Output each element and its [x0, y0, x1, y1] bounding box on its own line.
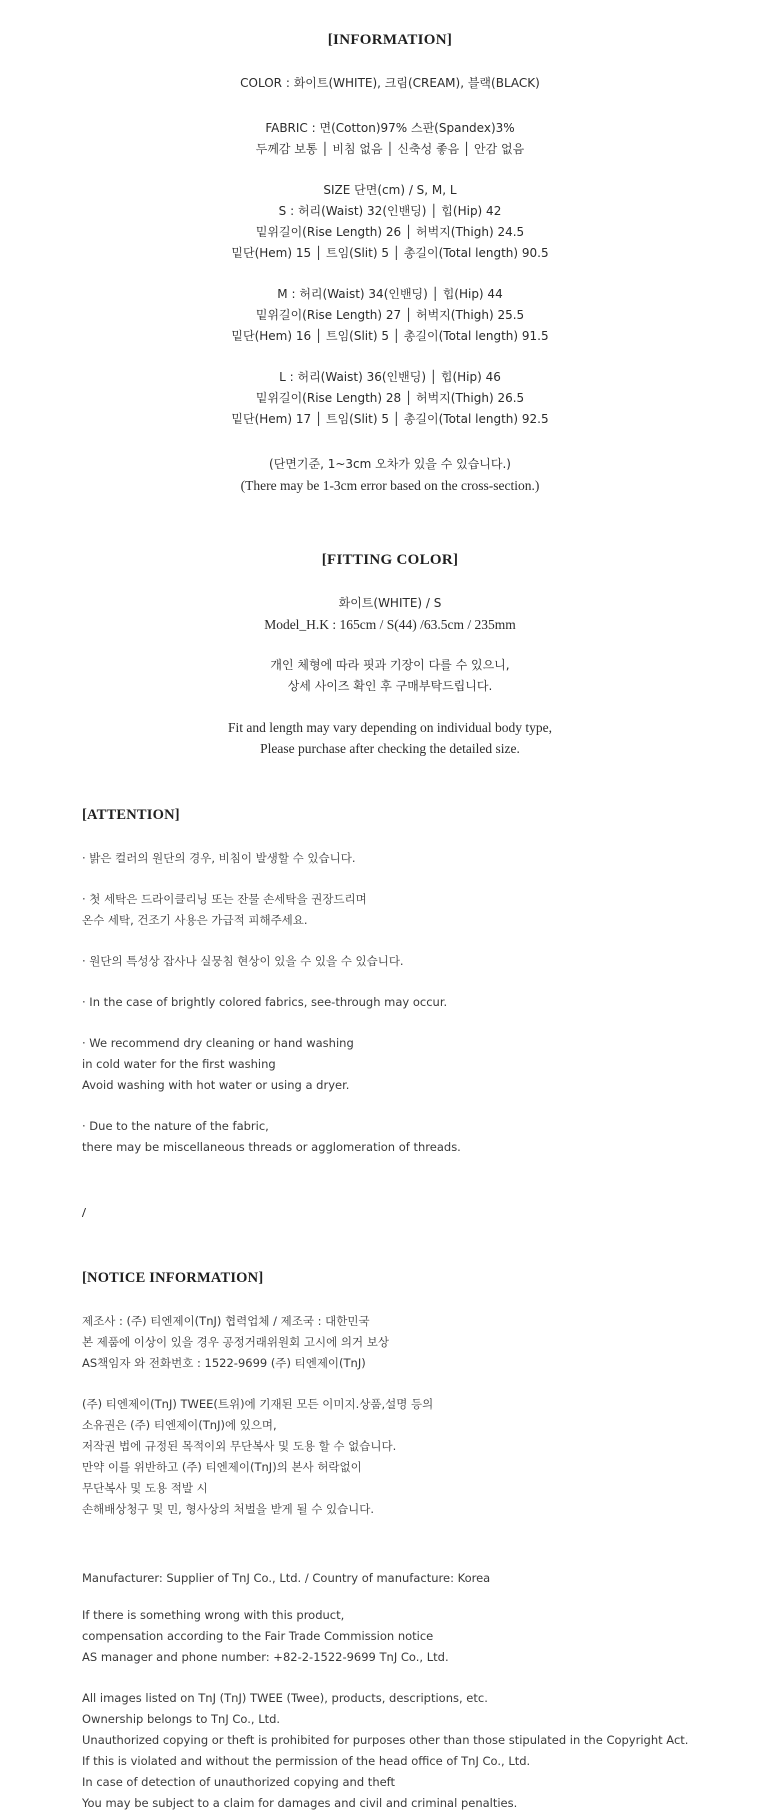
notice-english-6: Ownership belongs to TnJ Co., Ltd.: [82, 1712, 281, 1726]
section-divider-slash: /: [82, 1206, 86, 1221]
information-size-l-line2: 밑위길이(Rise Length) 28 │ 허벅지(Thigh) 26.5: [255, 391, 525, 405]
notice-korean-1: 제조사 : (주) 티엔제이(TnJ) 협력업체 / 제조국 : 대한민국: [82, 1314, 370, 1328]
information-color: COLOR : 화이트(WHITE), 크림(CREAM), 블랙(BLACK): [240, 76, 540, 90]
information-size-s-line2: 밑위길이(Rise Length) 26 │ 허벅지(Thigh) 24.5: [255, 225, 525, 239]
attention-english-2b: in cold water for the first washing: [82, 1057, 276, 1071]
fitting-color-section: [0, 552, 780, 759]
notice-english-4: AS manager and phone number: +82-2-1522-9699 TnJ Co., Ltd.: [82, 1650, 449, 1664]
product-detail-page: [0, 32, 780, 1810]
notice-korean-5: 소유권은 (주) 티엔제이(TnJ)에 있으며,: [82, 1418, 277, 1432]
fitting-note-korean-2: 상세 사이즈 확인 후 구매부탁드립니다.: [287, 679, 493, 693]
information-size-s-line1: S : 허리(Waist) 32(인밴딩) │ 힙(Hip) 42: [278, 204, 502, 218]
fitting-color-value: 화이트(WHITE) / S: [338, 596, 442, 610]
notice-english-10: You may be subject to a claim for damages and civil and criminal penalties.: [82, 1796, 518, 1810]
attention-korean-2a: · 첫 세탁은 드라이클리닝 또는 잔물 손세탁을 권장드리며: [82, 892, 367, 906]
information-note-korean: (단면기준, 1~3cm 오차가 있을 수 있습니다.): [269, 457, 511, 471]
notice-korean-8: 무단복사 및 도용 적발 시: [82, 1481, 208, 1495]
information-size-l-line3: 밑단(Hem) 17 │ 트임(Slit) 5 │ 총길이(Total length) 92.5: [231, 412, 549, 426]
notice-english-1: Manufacturer: Supplier of TnJ Co., Ltd. / Country of manufacture: Korea: [82, 1571, 491, 1585]
fitting-note-english-2: Please purchase after checking the detailed size.: [260, 741, 520, 756]
attention-korean-1: · 밝은 컬러의 원단의 경우, 비침이 발생할 수 있습니다.: [82, 851, 356, 865]
fitting-color-heading: [FITTING COLOR]: [321, 552, 459, 568]
fitting-note-korean-1: 개인 체형에 따라 핏과 기장이 다를 수 있으니,: [270, 658, 510, 672]
notice-english-2: If there is something wrong with this product,: [82, 1608, 345, 1622]
notice-english-9: In case of detection of unauthorized copying and theft: [82, 1775, 396, 1789]
attention-section: [0, 807, 780, 1222]
notice-korean-3: AS책임자 와 전화번호 : 1522-9699 (주) 티엔제이(TnJ): [82, 1356, 366, 1370]
information-size-title: SIZE 단면(cm) / S, M, L: [323, 183, 457, 197]
information-fabric-properties: 두께감 보통 │ 비침 없음 │ 신축성 좋음 │ 안감 없음: [255, 142, 525, 156]
notice-section: [0, 1270, 780, 1814]
information-heading: [INFORMATION]: [327, 32, 453, 48]
information-size-m-line2: 밑위길이(Rise Length) 27 │ 허벅지(Thigh) 25.5: [255, 308, 525, 322]
attention-heading: [ATTENTION]: [82, 807, 180, 823]
information-size-m-line3: 밑단(Hem) 16 │ 트임(Slit) 5 │ 총길이(Total length) 91.5: [231, 329, 549, 343]
notice-english-7: Unauthorized copying or theft is prohibited for purposes other than those stipulated in the Copyright Act.: [82, 1733, 689, 1747]
notice-korean-7: 만약 이를 위반하고 (주) 티엔제이(TnJ)의 본사 허락없이: [82, 1460, 362, 1474]
fitting-note-english-1: Fit and length may vary depending on individual body type,: [228, 720, 552, 735]
attention-korean-3: · 원단의 특성상 잡사나 실뭉침 현상이 있을 수 있을 수 있습니다.: [82, 954, 404, 968]
attention-korean-2b: 온수 세탁, 건조기 사용은 가급적 피해주세요.: [82, 913, 308, 927]
information-size-l-line1: L : 허리(Waist) 36(인밴딩) │ 힙(Hip) 46: [279, 370, 501, 384]
notice-english-5: All images listed on TnJ (TnJ) TWEE (Twee), products, descriptions, etc.: [82, 1691, 488, 1705]
attention-english-2c: Avoid washing with hot water or using a dryer.: [82, 1078, 350, 1092]
information-note-english: (There may be 1-3cm error based on the cross-section.): [240, 478, 540, 493]
notice-english-3: compensation according to the Fair Trade Commission notice: [82, 1629, 434, 1643]
information-size-m-line1: M : 허리(Waist) 34(인밴딩) │ 힙(Hip) 44: [277, 287, 503, 301]
notice-korean-2: 본 제품에 이상이 있을 경우 공정거래위원회 고시에 의거 보상: [82, 1335, 389, 1349]
notice-english-8: If this is violated and without the permission of the head office of TnJ Co., Ltd.: [82, 1754, 531, 1768]
attention-english-2a: · We recommend dry cleaning or hand washing: [82, 1036, 354, 1050]
notice-heading: [NOTICE INFORMATION]: [82, 1270, 264, 1286]
fitting-model-spec: Model_H.K : 165cm / S(44) /63.5cm / 235mm: [264, 617, 516, 632]
notice-korean-6: 저작권 법에 규정된 목적이외 무단복사 및 도용 할 수 없습니다.: [82, 1439, 397, 1453]
information-section: [0, 32, 780, 496]
attention-english-3b: there may be miscellaneous threads or agglomeration of threads.: [82, 1140, 461, 1154]
attention-english-1: · In the case of brightly colored fabrics, see-through may occur.: [82, 995, 448, 1009]
information-fabric-composition: FABRIC : 면(Cotton)97% 스판(Spandex)3%: [265, 121, 515, 135]
notice-korean-9: 손해배상청구 및 민, 형사상의 처벌을 받게 될 수 있습니다.: [82, 1502, 375, 1516]
attention-english-3a: · Due to the nature of the fabric,: [82, 1119, 269, 1133]
information-size-s-line3: 밑단(Hem) 15 │ 트임(Slit) 5 │ 총길이(Total length) 90.5: [231, 246, 549, 260]
notice-korean-4: (주) 티엔제이(TnJ) TWEE(트위)에 기재된 모든 이미지.상품,설명 등의: [82, 1397, 434, 1411]
